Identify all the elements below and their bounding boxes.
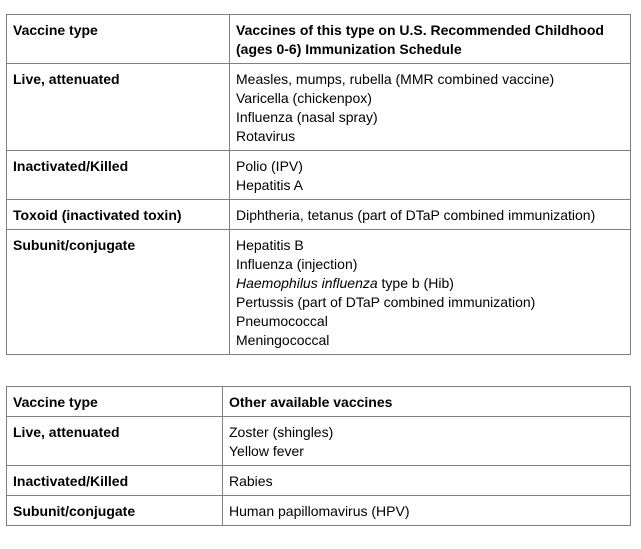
hib-rest-text: type b (Hib) [377, 275, 454, 291]
table-row [7, 151, 631, 200]
table-row [7, 200, 631, 230]
vaccine-entry: Varicella (chickenpox) [236, 90, 372, 106]
schedule-vaccines-header [230, 15, 631, 64]
table-row [7, 64, 631, 151]
vaccine-type-cell: Inactivated/Killed [7, 466, 223, 496]
vaccine-entry: Rotavirus [236, 128, 296, 144]
vaccine-entry: Hepatitis A [236, 177, 303, 193]
vaccine-entry: Rabies [229, 473, 273, 489]
header-line: (ages 0-6) Immunization Schedule [236, 41, 462, 57]
table-row [7, 466, 631, 496]
vaccines-cell [230, 151, 631, 200]
vaccine-entry: Influenza (nasal spray) [236, 109, 378, 125]
vaccine-type-cell: Inactivated/Killed [7, 151, 230, 200]
vaccine-type-cell: Subunit/conjugate [7, 230, 230, 355]
table-row [7, 417, 631, 466]
other-vaccines-header: Other available vaccines [223, 387, 631, 417]
vaccine-entry: Diphtheria, tetanus (part of DTaP combined immunization) [236, 207, 596, 223]
vaccine-entry: Pneumococcal [236, 313, 328, 329]
vaccine-type-cell: Subunit/conjugate [7, 496, 223, 526]
vaccine-entry: Human papillomavirus (HPV) [229, 503, 410, 519]
vaccine-type-cell: Live, attenuated [7, 417, 223, 466]
table-header-row [7, 15, 631, 64]
vaccine-entry: Polio (IPV) [236, 158, 303, 174]
vaccine-entry: Pertussis (part of DTaP combined immunization) [236, 294, 536, 310]
vaccines-cell [223, 417, 631, 466]
vaccine-entry: Yellow fever [229, 443, 304, 459]
vaccine-type-header: Vaccine type [7, 15, 230, 64]
vaccines-cell [230, 64, 631, 151]
vaccines-cell [230, 230, 631, 355]
table-header-row [7, 387, 631, 417]
vaccines-cell [223, 496, 631, 526]
vaccine-entry: Measles, mumps, rubella (MMR combined vaccine) [236, 71, 555, 87]
vaccine-type-cell: Live, attenuated [7, 64, 230, 151]
header-line: Vaccines of this type on U.S. Recommended Childhood [236, 22, 604, 38]
vaccine-entry: Hepatitis B [236, 237, 304, 253]
vaccine-entry-hib [236, 274, 624, 293]
other-vaccines-table [6, 386, 631, 526]
vaccine-entry: Influenza (injection) [236, 256, 358, 272]
vaccine-entry: Zoster (shingles) [229, 424, 334, 440]
table-row [7, 230, 631, 355]
vaccines-cell [230, 200, 631, 230]
vaccine-entry: Meningococcal [236, 332, 330, 348]
hib-italic-text: Haemophilus influenza [236, 275, 378, 291]
vaccine-type-header: Vaccine type [7, 387, 223, 417]
vaccine-type-cell: Toxoid (inactivated toxin) [7, 200, 230, 230]
childhood-schedule-table [6, 14, 631, 355]
table-row [7, 496, 631, 526]
vaccines-cell [223, 466, 631, 496]
